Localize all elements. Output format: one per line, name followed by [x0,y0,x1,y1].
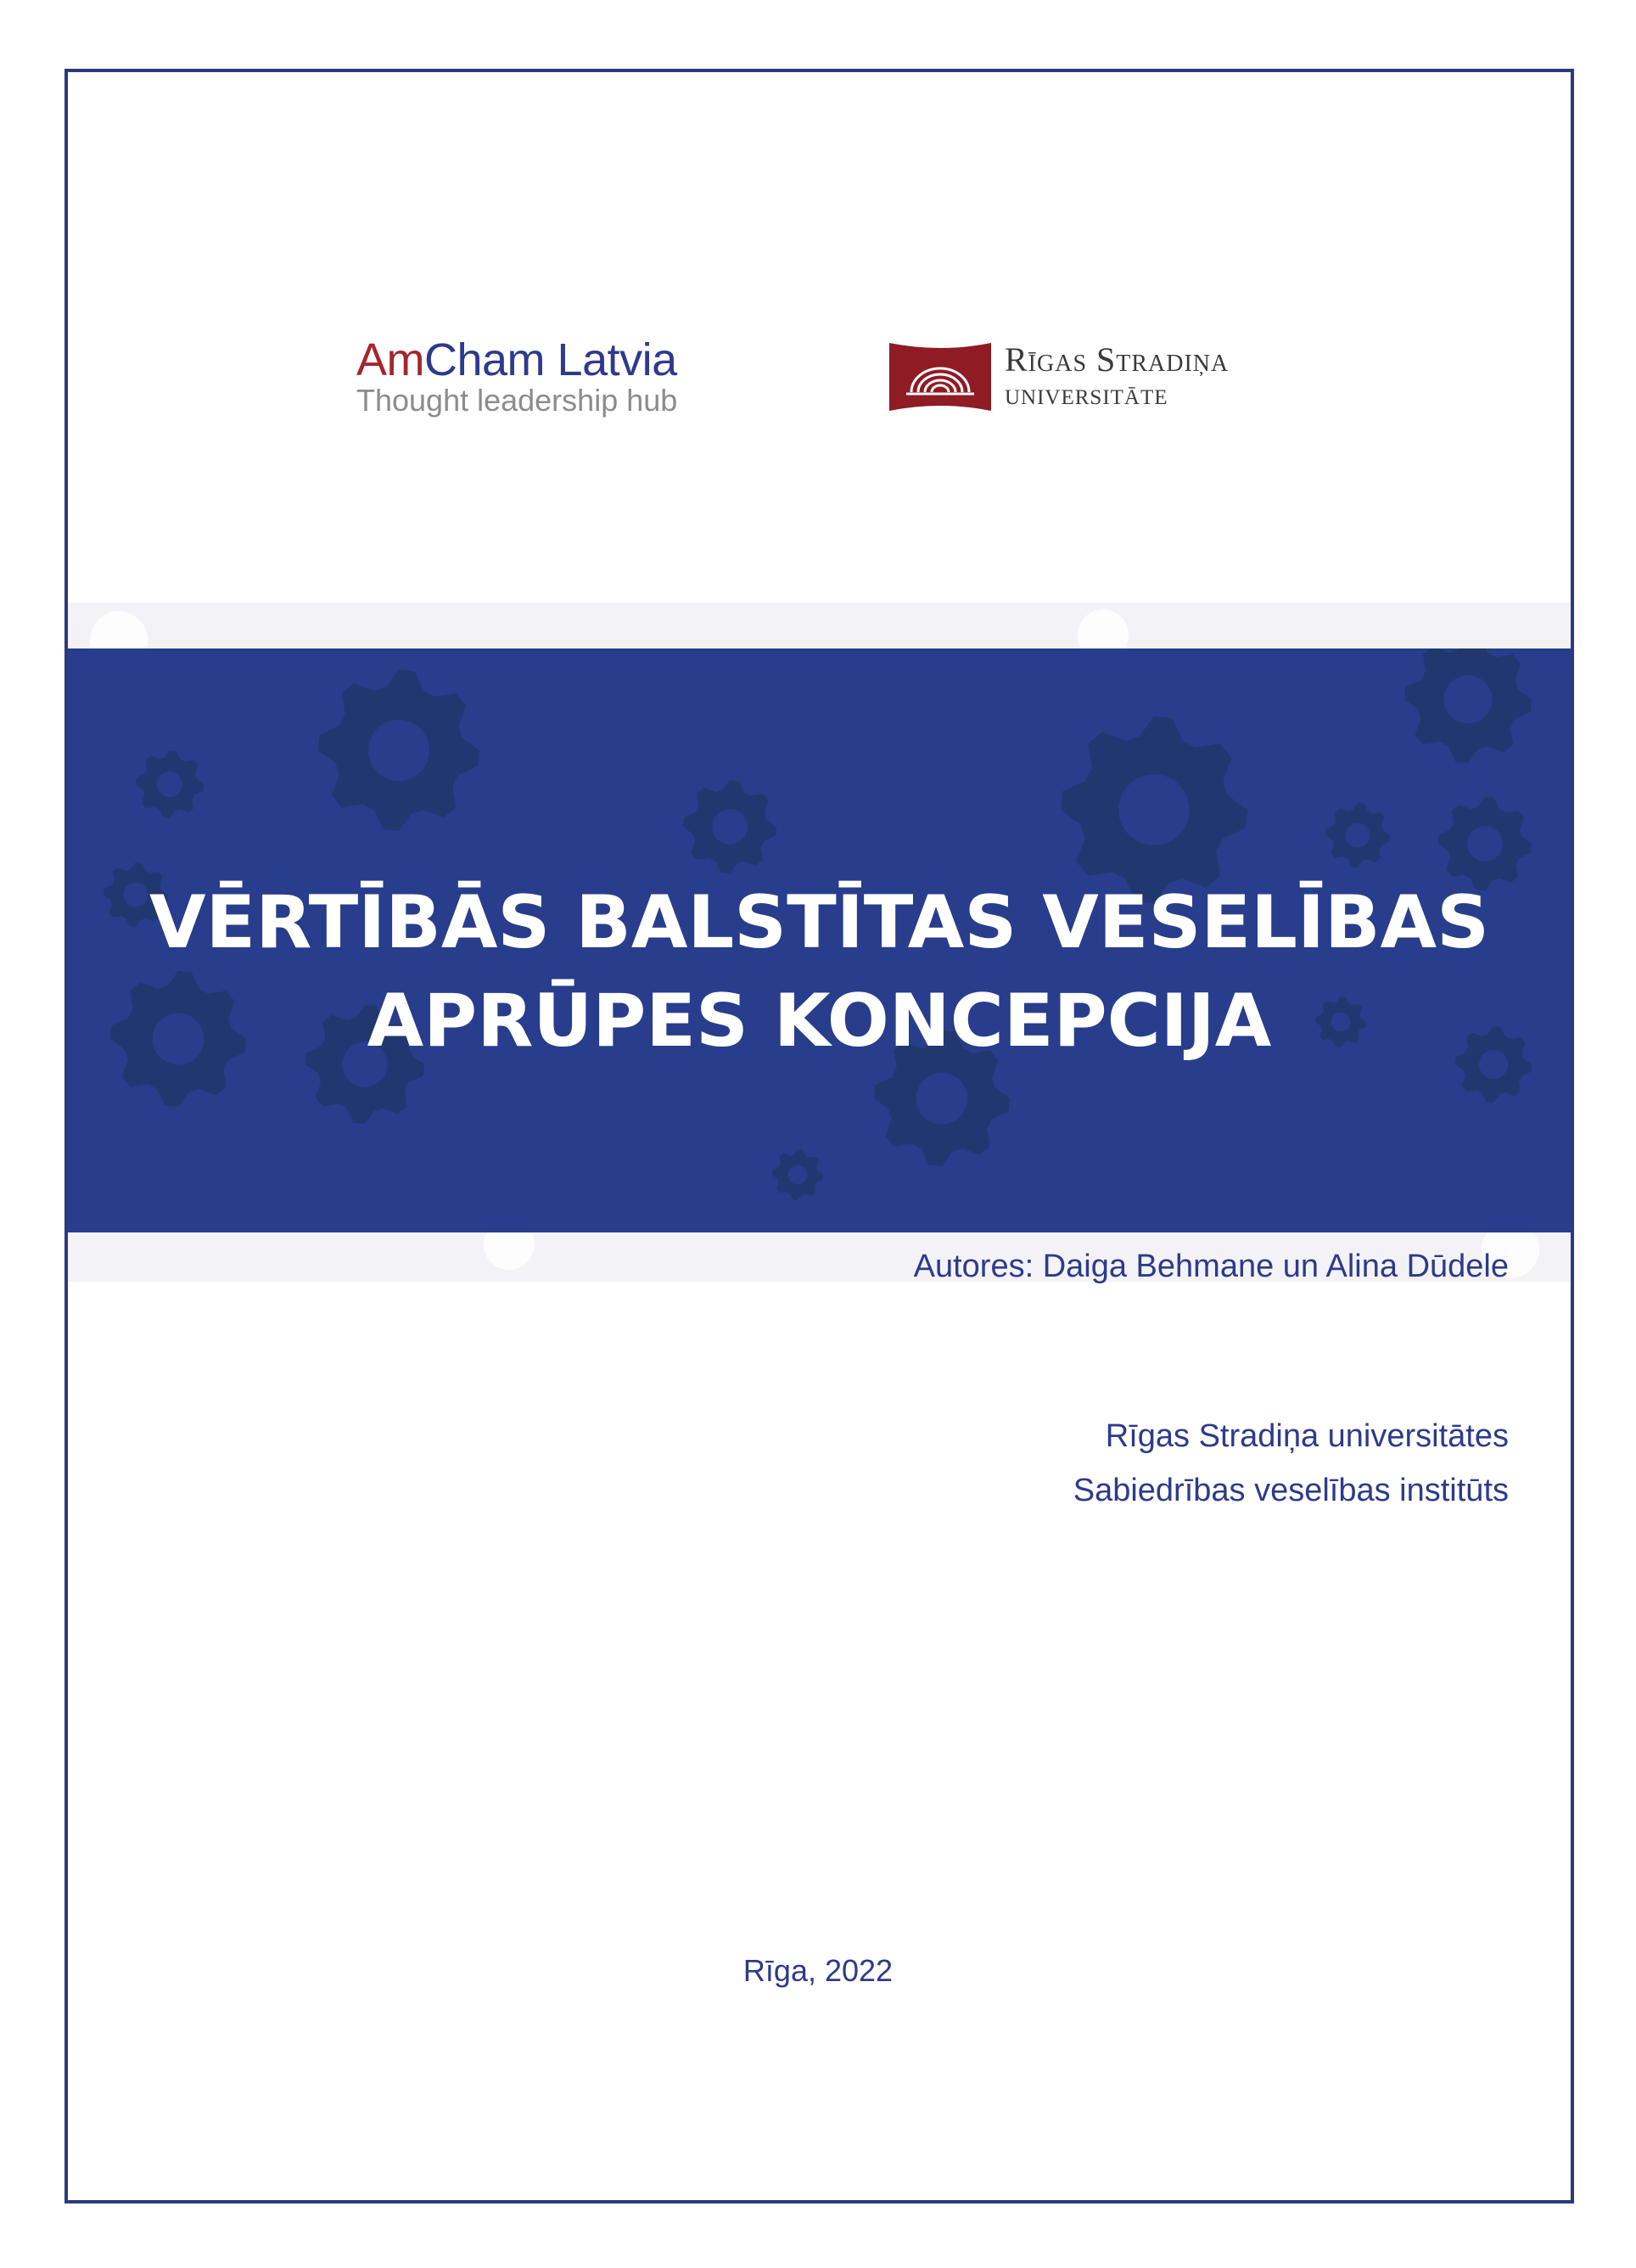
institution-line2: Sabiedrības veselības institūts [1073,1473,1509,1508]
page-frame [64,69,1574,2203]
cover-title [68,873,1571,1070]
cover-title-line1: VĒRTĪBĀS BALSTĪTAS VESELĪBAS [148,880,1490,965]
cover-title-line2: APRŪPES KONCEPCIJA [367,979,1272,1064]
gear-hole-icon [1346,823,1370,848]
banner-top-strip [68,603,1571,648]
gear-hole-icon [368,720,429,781]
gear-hole-icon [788,1165,808,1185]
gear-hole-icon [916,1073,968,1125]
amcham-logo [356,335,713,417]
gear-hole-icon [157,772,182,797]
institution [1073,1409,1509,1518]
gear-hole-icon [1467,826,1503,862]
amcham-name-rest: Cham Latvia [424,334,677,385]
rsu-name-line1: Rīgas Stradiņa [1005,340,1230,379]
amcham-name [356,335,713,385]
gear-hole-icon [1444,676,1493,724]
rsu-emblem-icon [888,341,993,413]
institution-line1: Rīgas Stradiņa universitātes [1105,1418,1509,1454]
rsu-logo [888,338,1278,431]
gear-pattern-top [68,603,1571,648]
title-banner [68,648,1571,1232]
gear-hole-icon [712,809,748,845]
authors: Autores: Daiga Behmane un Alina Dūdele [913,1249,1509,1284]
amcham-name-am: Am [356,334,424,385]
gear-hole-icon [1118,774,1190,845]
amcham-tagline: Thought leadership hub [356,383,678,418]
place-year: Rīga, 2022 [742,1953,894,1988]
rsu-name-line2: universitāte [1005,377,1168,411]
